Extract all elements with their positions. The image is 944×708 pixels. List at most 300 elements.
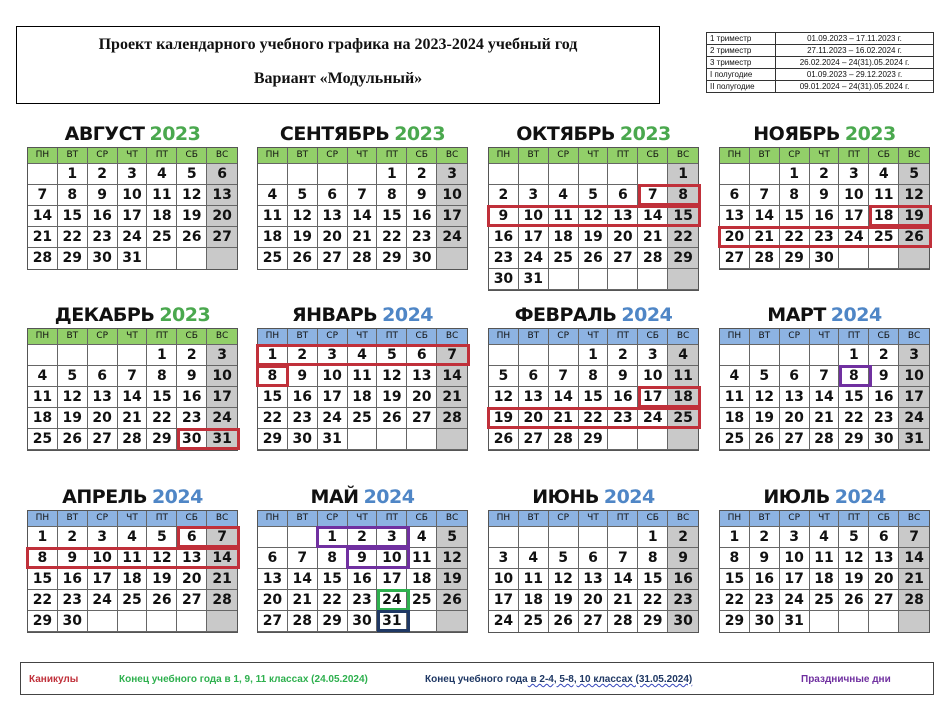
empty-cell bbox=[28, 345, 58, 366]
empty-cell bbox=[549, 164, 579, 185]
day-cell: 23 bbox=[348, 590, 378, 611]
day-cell: 29 bbox=[28, 611, 58, 632]
day-cell: 18 bbox=[258, 227, 288, 248]
day-cell: 25 bbox=[668, 408, 698, 429]
day-cell: 30 bbox=[58, 611, 88, 632]
day-cell: 15 bbox=[579, 387, 609, 408]
period-row bbox=[707, 69, 934, 81]
day-cell: 7 bbox=[750, 185, 780, 206]
day-cell: 16 bbox=[869, 387, 899, 408]
day-cell: 12 bbox=[750, 387, 780, 408]
day-cell: 9 bbox=[58, 548, 88, 569]
day-cell: 30 bbox=[407, 248, 437, 269]
day-cell: 14 bbox=[810, 387, 840, 408]
weekday-label: ПТ bbox=[839, 148, 869, 164]
day-cell: 16 bbox=[348, 569, 378, 590]
day-cell: 7 bbox=[348, 185, 378, 206]
day-cell: 22 bbox=[638, 590, 668, 611]
day-cell: 7 bbox=[549, 366, 579, 387]
month-year: 2024 bbox=[830, 304, 882, 326]
day-cell: 15 bbox=[839, 387, 869, 408]
day-cell: 14 bbox=[437, 366, 467, 387]
period-label: 1 триместр bbox=[707, 33, 776, 45]
week-row bbox=[258, 590, 467, 611]
weekday-header bbox=[258, 148, 467, 164]
month-calendar bbox=[27, 121, 238, 270]
day-cell: 12 bbox=[177, 185, 207, 206]
day-cell: 4 bbox=[668, 345, 698, 366]
day-cell: 1 bbox=[258, 345, 288, 366]
day-cell: 4 bbox=[407, 527, 437, 548]
day-cell: 19 bbox=[579, 227, 609, 248]
weekday-label: СБ bbox=[638, 329, 668, 345]
day-cell: 2 bbox=[489, 185, 519, 206]
day-cell: 9 bbox=[869, 366, 899, 387]
day-cell: 12 bbox=[437, 548, 467, 569]
day-cell: 29 bbox=[579, 429, 609, 450]
day-cell: 27 bbox=[407, 408, 437, 429]
empty-cell bbox=[839, 611, 869, 632]
day-cell: 19 bbox=[437, 569, 467, 590]
month-title bbox=[257, 302, 468, 328]
day-cell: 4 bbox=[869, 164, 899, 185]
day-cell: 27 bbox=[780, 429, 810, 450]
month-grid bbox=[27, 147, 238, 270]
week-row bbox=[258, 227, 467, 248]
day-cell: 18 bbox=[668, 387, 698, 408]
day-cell: 3 bbox=[638, 345, 668, 366]
week-row bbox=[489, 611, 698, 632]
empty-cell bbox=[207, 611, 237, 632]
day-cell: 5 bbox=[58, 366, 88, 387]
day-cell: 3 bbox=[899, 345, 929, 366]
period-dates: 26.02.2024 – 24(31).05.2024 г. bbox=[776, 57, 934, 69]
week-row bbox=[720, 387, 929, 408]
month-year: 2024 bbox=[382, 304, 434, 326]
empty-cell bbox=[519, 527, 549, 548]
weekday-label: ВС bbox=[207, 329, 237, 345]
weekday-label: ЧТ bbox=[118, 329, 148, 345]
weekday-label: ПТ bbox=[147, 329, 177, 345]
day-cell: 23 bbox=[288, 408, 318, 429]
week-row bbox=[489, 366, 698, 387]
day-cell: 8 bbox=[720, 548, 750, 569]
empty-cell bbox=[608, 429, 638, 450]
day-cell: 5 bbox=[750, 366, 780, 387]
empty-cell bbox=[810, 611, 840, 632]
day-cell: 31 bbox=[780, 611, 810, 632]
day-cell: 19 bbox=[58, 408, 88, 429]
day-cell: 1 bbox=[147, 345, 177, 366]
day-cell: 24 bbox=[780, 590, 810, 611]
month-year: 2024 bbox=[834, 486, 886, 508]
weekday-label: ПН bbox=[28, 148, 58, 164]
month-calendar bbox=[488, 484, 699, 633]
day-cell: 15 bbox=[377, 206, 407, 227]
day-cell: 31 bbox=[519, 269, 549, 290]
empty-cell bbox=[638, 164, 668, 185]
day-cell: 28 bbox=[810, 429, 840, 450]
week-row bbox=[720, 248, 929, 269]
day-cell: 16 bbox=[668, 569, 698, 590]
weekday-label: ВТ bbox=[288, 329, 318, 345]
empty-cell bbox=[437, 248, 467, 269]
weekday-label: СР bbox=[318, 329, 348, 345]
week-row bbox=[489, 345, 698, 366]
empty-cell bbox=[58, 345, 88, 366]
day-cell: 24 bbox=[437, 227, 467, 248]
week-row bbox=[258, 164, 467, 185]
period-dates: 01.09.2023 – 17.11.2023 г. bbox=[776, 33, 934, 45]
month-title bbox=[488, 302, 699, 328]
month-title bbox=[257, 121, 468, 147]
weekday-label: СР bbox=[88, 511, 118, 527]
month-grid bbox=[488, 328, 699, 451]
day-cell: 30 bbox=[810, 248, 840, 269]
day-cell: 19 bbox=[288, 227, 318, 248]
weekday-label: ВС bbox=[899, 329, 929, 345]
day-cell: 4 bbox=[720, 366, 750, 387]
day-cell: 26 bbox=[549, 611, 579, 632]
month-calendar bbox=[27, 302, 238, 451]
weekday-label: СР bbox=[549, 148, 579, 164]
empty-cell bbox=[869, 611, 899, 632]
day-cell: 11 bbox=[869, 185, 899, 206]
day-cell: 13 bbox=[519, 387, 549, 408]
weekday-label: ВС bbox=[899, 148, 929, 164]
day-cell: 29 bbox=[780, 248, 810, 269]
day-cell: 27 bbox=[177, 590, 207, 611]
period-dates: 27.11.2023 – 16.02.2024 г. bbox=[776, 45, 934, 57]
empty-cell bbox=[839, 248, 869, 269]
day-cell: 9 bbox=[668, 548, 698, 569]
day-cell: 11 bbox=[549, 206, 579, 227]
empty-cell bbox=[489, 345, 519, 366]
empty-cell bbox=[519, 345, 549, 366]
period-label: 3 триместр bbox=[707, 57, 776, 69]
empty-cell bbox=[489, 164, 519, 185]
day-cell: 2 bbox=[88, 164, 118, 185]
day-cell: 20 bbox=[869, 569, 899, 590]
weekday-label: ЧТ bbox=[348, 148, 378, 164]
day-cell: 17 bbox=[638, 387, 668, 408]
day-cell: 11 bbox=[258, 206, 288, 227]
empty-cell bbox=[668, 429, 698, 450]
day-cell: 20 bbox=[177, 569, 207, 590]
day-cell: 13 bbox=[407, 366, 437, 387]
day-cell: 24 bbox=[377, 590, 407, 611]
day-cell: 17 bbox=[489, 590, 519, 611]
day-cell: 1 bbox=[579, 345, 609, 366]
weekday-label: ПТ bbox=[839, 511, 869, 527]
day-cell: 27 bbox=[207, 227, 237, 248]
day-cell: 13 bbox=[318, 206, 348, 227]
day-cell: 27 bbox=[720, 248, 750, 269]
day-cell: 10 bbox=[207, 366, 237, 387]
day-cell: 6 bbox=[519, 366, 549, 387]
day-cell: 26 bbox=[147, 590, 177, 611]
week-row bbox=[720, 366, 929, 387]
month-calendar bbox=[257, 484, 468, 633]
day-cell: 8 bbox=[579, 366, 609, 387]
empty-cell bbox=[810, 345, 840, 366]
empty-cell bbox=[118, 611, 148, 632]
day-cell: 14 bbox=[118, 387, 148, 408]
weekday-label: ЧТ bbox=[579, 329, 609, 345]
week-row bbox=[258, 206, 467, 227]
day-cell: 25 bbox=[810, 590, 840, 611]
day-cell: 21 bbox=[118, 408, 148, 429]
day-cell: 4 bbox=[147, 164, 177, 185]
weekday-header bbox=[720, 511, 929, 527]
empty-cell bbox=[869, 248, 899, 269]
day-cell: 13 bbox=[608, 206, 638, 227]
day-cell: 30 bbox=[750, 611, 780, 632]
month-grid bbox=[719, 328, 930, 451]
day-cell: 27 bbox=[258, 611, 288, 632]
day-cell: 22 bbox=[377, 227, 407, 248]
weekday-label: ЧТ bbox=[348, 511, 378, 527]
day-cell: 9 bbox=[88, 185, 118, 206]
day-cell: 20 bbox=[88, 408, 118, 429]
month-grid bbox=[257, 510, 468, 633]
day-cell: 17 bbox=[437, 206, 467, 227]
day-cell: 6 bbox=[780, 366, 810, 387]
empty-cell bbox=[489, 527, 519, 548]
week-row bbox=[489, 408, 698, 429]
week-row bbox=[489, 206, 698, 227]
day-cell: 14 bbox=[348, 206, 378, 227]
weekday-label: ПН bbox=[720, 511, 750, 527]
day-cell: 5 bbox=[899, 164, 929, 185]
day-cell: 30 bbox=[668, 611, 698, 632]
day-cell: 27 bbox=[318, 248, 348, 269]
day-cell: 17 bbox=[839, 206, 869, 227]
day-cell: 17 bbox=[899, 387, 929, 408]
day-cell: 7 bbox=[810, 366, 840, 387]
day-cell: 13 bbox=[579, 569, 609, 590]
week-row bbox=[258, 408, 467, 429]
day-cell: 12 bbox=[288, 206, 318, 227]
day-cell: 20 bbox=[207, 206, 237, 227]
day-cell: 1 bbox=[318, 527, 348, 548]
empty-cell bbox=[88, 345, 118, 366]
day-cell: 29 bbox=[258, 429, 288, 450]
day-cell: 19 bbox=[377, 387, 407, 408]
day-cell: 21 bbox=[207, 569, 237, 590]
day-cell: 17 bbox=[780, 569, 810, 590]
day-cell: 24 bbox=[318, 408, 348, 429]
empty-cell bbox=[579, 164, 609, 185]
day-cell: 2 bbox=[407, 164, 437, 185]
month-grid bbox=[488, 147, 699, 291]
empty-cell bbox=[638, 429, 668, 450]
day-cell: 10 bbox=[638, 366, 668, 387]
day-cell: 1 bbox=[377, 164, 407, 185]
day-cell: 16 bbox=[288, 387, 318, 408]
day-cell: 25 bbox=[118, 590, 148, 611]
day-cell: 22 bbox=[839, 408, 869, 429]
month-year: 2023 bbox=[619, 123, 671, 145]
day-cell: 30 bbox=[869, 429, 899, 450]
day-cell: 18 bbox=[810, 569, 840, 590]
empty-cell bbox=[668, 269, 698, 290]
period-label: 2 триместр bbox=[707, 45, 776, 57]
day-cell: 20 bbox=[780, 408, 810, 429]
weekday-header bbox=[28, 329, 237, 345]
day-cell: 7 bbox=[899, 527, 929, 548]
week-row bbox=[720, 164, 929, 185]
empty-cell bbox=[750, 164, 780, 185]
empty-cell bbox=[377, 429, 407, 450]
day-cell: 3 bbox=[437, 164, 467, 185]
day-cell: 10 bbox=[437, 185, 467, 206]
empty-cell bbox=[720, 164, 750, 185]
day-cell: 29 bbox=[839, 429, 869, 450]
weekday-label: ВС bbox=[437, 329, 467, 345]
day-cell: 5 bbox=[437, 527, 467, 548]
empty-cell bbox=[348, 429, 378, 450]
day-cell: 10 bbox=[88, 548, 118, 569]
day-cell: 6 bbox=[177, 527, 207, 548]
day-cell: 23 bbox=[177, 408, 207, 429]
day-cell: 15 bbox=[28, 569, 58, 590]
day-cell: 11 bbox=[810, 548, 840, 569]
weekday-header bbox=[720, 148, 929, 164]
weekday-label: ПТ bbox=[839, 329, 869, 345]
day-cell: 25 bbox=[407, 590, 437, 611]
day-cell: 15 bbox=[780, 206, 810, 227]
day-cell: 12 bbox=[58, 387, 88, 408]
day-cell: 26 bbox=[899, 227, 929, 248]
day-cell: 25 bbox=[258, 248, 288, 269]
week-row bbox=[720, 408, 929, 429]
weekday-label: ВТ bbox=[750, 148, 780, 164]
day-cell: 20 bbox=[720, 227, 750, 248]
day-cell: 26 bbox=[58, 429, 88, 450]
day-cell: 22 bbox=[668, 227, 698, 248]
day-cell: 3 bbox=[88, 527, 118, 548]
day-cell: 13 bbox=[207, 185, 237, 206]
day-cell: 8 bbox=[147, 366, 177, 387]
document-variant: Вариант «Модульный» bbox=[253, 70, 423, 87]
day-cell: 26 bbox=[579, 248, 609, 269]
day-cell: 29 bbox=[318, 611, 348, 632]
weekday-label: СР bbox=[88, 329, 118, 345]
month-grid bbox=[257, 147, 468, 270]
day-cell: 8 bbox=[58, 185, 88, 206]
day-cell: 6 bbox=[608, 185, 638, 206]
weekday-label: СБ bbox=[177, 511, 207, 527]
day-cell: 27 bbox=[579, 611, 609, 632]
day-cell: 5 bbox=[377, 345, 407, 366]
day-cell: 29 bbox=[638, 611, 668, 632]
day-cell: 20 bbox=[519, 408, 549, 429]
week-row bbox=[258, 387, 467, 408]
day-cell: 1 bbox=[58, 164, 88, 185]
empty-cell bbox=[407, 429, 437, 450]
day-cell: 8 bbox=[28, 548, 58, 569]
week-row bbox=[28, 227, 237, 248]
day-cell: 3 bbox=[377, 527, 407, 548]
day-cell: 12 bbox=[839, 548, 869, 569]
week-row bbox=[28, 387, 237, 408]
day-cell: 9 bbox=[750, 548, 780, 569]
empty-cell bbox=[549, 345, 579, 366]
day-cell: 10 bbox=[780, 548, 810, 569]
day-cell: 11 bbox=[147, 185, 177, 206]
day-cell: 7 bbox=[437, 345, 467, 366]
day-cell: 23 bbox=[58, 590, 88, 611]
weekday-label: ПТ bbox=[377, 511, 407, 527]
day-cell: 28 bbox=[28, 248, 58, 269]
empty-cell bbox=[638, 269, 668, 290]
day-cell: 17 bbox=[88, 569, 118, 590]
month-year: 2024 bbox=[363, 486, 415, 508]
day-cell: 25 bbox=[519, 611, 549, 632]
weekday-header bbox=[489, 148, 698, 164]
day-cell: 21 bbox=[608, 590, 638, 611]
weekday-label: СР bbox=[318, 148, 348, 164]
weekday-label: ВТ bbox=[288, 148, 318, 164]
empty-cell bbox=[28, 164, 58, 185]
day-cell: 16 bbox=[608, 387, 638, 408]
day-cell: 1 bbox=[638, 527, 668, 548]
day-cell: 20 bbox=[318, 227, 348, 248]
day-cell: 2 bbox=[348, 527, 378, 548]
day-cell: 18 bbox=[407, 569, 437, 590]
empty-cell bbox=[437, 429, 467, 450]
weekday-label: ВТ bbox=[58, 511, 88, 527]
weekday-label: СР bbox=[549, 329, 579, 345]
weekday-label: ВТ bbox=[519, 511, 549, 527]
month-year: 2023 bbox=[149, 123, 201, 145]
week-row bbox=[489, 164, 698, 185]
day-cell: 18 bbox=[28, 408, 58, 429]
day-cell: 25 bbox=[348, 408, 378, 429]
day-cell: 22 bbox=[258, 408, 288, 429]
day-cell: 5 bbox=[839, 527, 869, 548]
day-cell: 3 bbox=[489, 548, 519, 569]
month-title bbox=[719, 121, 930, 147]
weekday-label: СР bbox=[780, 148, 810, 164]
month-title bbox=[719, 484, 930, 510]
weekday-label: ПТ bbox=[377, 329, 407, 345]
day-cell: 26 bbox=[288, 248, 318, 269]
day-cell: 12 bbox=[579, 206, 609, 227]
day-cell: 19 bbox=[489, 408, 519, 429]
week-row bbox=[720, 429, 929, 450]
day-cell: 15 bbox=[318, 569, 348, 590]
day-cell: 21 bbox=[810, 408, 840, 429]
week-row bbox=[28, 569, 237, 590]
day-cell: 21 bbox=[899, 569, 929, 590]
day-cell: 16 bbox=[407, 206, 437, 227]
day-cell: 19 bbox=[750, 408, 780, 429]
week-row bbox=[489, 548, 698, 569]
day-cell: 1 bbox=[668, 164, 698, 185]
day-cell: 4 bbox=[258, 185, 288, 206]
day-cell: 31 bbox=[118, 248, 148, 269]
day-cell: 16 bbox=[750, 569, 780, 590]
day-cell: 6 bbox=[207, 164, 237, 185]
day-cell: 28 bbox=[608, 611, 638, 632]
day-cell: 8 bbox=[377, 185, 407, 206]
weekday-label: СБ bbox=[869, 511, 899, 527]
day-cell: 14 bbox=[608, 569, 638, 590]
day-cell: 2 bbox=[869, 345, 899, 366]
month-year: 2024 bbox=[603, 486, 655, 508]
